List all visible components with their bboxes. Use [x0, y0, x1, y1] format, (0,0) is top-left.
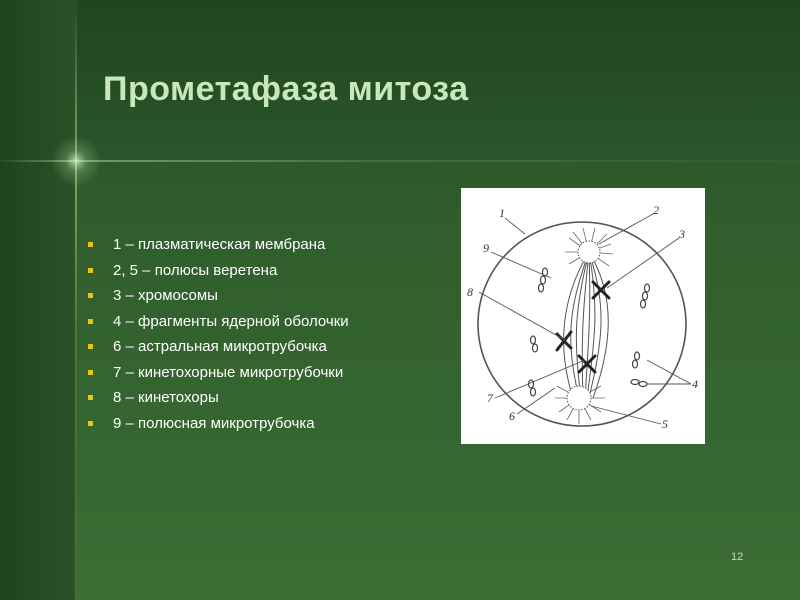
legend-item-text: 9 – полюсная микротрубочка	[113, 414, 315, 432]
legend-item	[88, 232, 349, 258]
bullet-icon	[88, 319, 93, 324]
left-band	[0, 0, 75, 600]
diagram-label-8: 8	[467, 285, 473, 299]
legend-list	[88, 232, 349, 436]
diagram-label-2: 2	[653, 203, 659, 217]
bullet-icon	[88, 242, 93, 247]
legend-item-text: 8 – кинетохоры	[113, 389, 219, 407]
legend-item-text: 2, 5 – полюсы веретена	[113, 261, 278, 279]
spindle-fibers	[564, 252, 609, 398]
legend-item-text: 7 – кинетохорные микротрубочки	[113, 363, 344, 381]
page-number: 12	[731, 551, 744, 563]
accent-glow	[46, 131, 106, 191]
upper-spindle-pole	[578, 241, 600, 263]
slide-title: Прометафаза митоза	[103, 70, 469, 108]
legend-item-text: 4 – фрагменты ядерной оболочки	[113, 312, 349, 330]
vertical-accent-line	[75, 0, 77, 600]
lower-spindle-pole	[567, 386, 591, 410]
legend-item	[88, 385, 349, 411]
diagram-label-4: 4	[692, 377, 698, 391]
bullet-icon	[88, 344, 93, 349]
diagram-label-6: 6	[509, 409, 515, 423]
legend-item-text: 3 – хромосомы	[113, 287, 218, 305]
mitosis-diagram-svg	[461, 188, 705, 444]
diagram-label-3: 3	[679, 227, 685, 241]
diagram-label-7: 7	[487, 391, 493, 405]
bullet-icon	[88, 268, 93, 273]
legend-item-text: 6 – астральная микротрубочка	[113, 338, 327, 356]
bullet-icon	[88, 293, 93, 298]
legend-item	[88, 309, 349, 335]
bullet-icon	[88, 395, 93, 400]
diagram-label-9: 9	[483, 241, 489, 255]
legend-item	[88, 411, 349, 437]
bullet-icon	[88, 421, 93, 426]
horizontal-accent-line	[0, 160, 800, 162]
legend-item	[88, 258, 349, 284]
legend-item	[88, 334, 349, 360]
diagram-label-1: 1	[499, 206, 505, 220]
diagram-label-5: 5	[662, 417, 668, 431]
legend-item	[88, 283, 349, 309]
legend-item	[88, 360, 349, 386]
legend-item-text: 1 – плазматическая мембрана	[113, 236, 326, 254]
mitosis-diagram	[461, 188, 705, 444]
bullet-icon	[88, 370, 93, 375]
